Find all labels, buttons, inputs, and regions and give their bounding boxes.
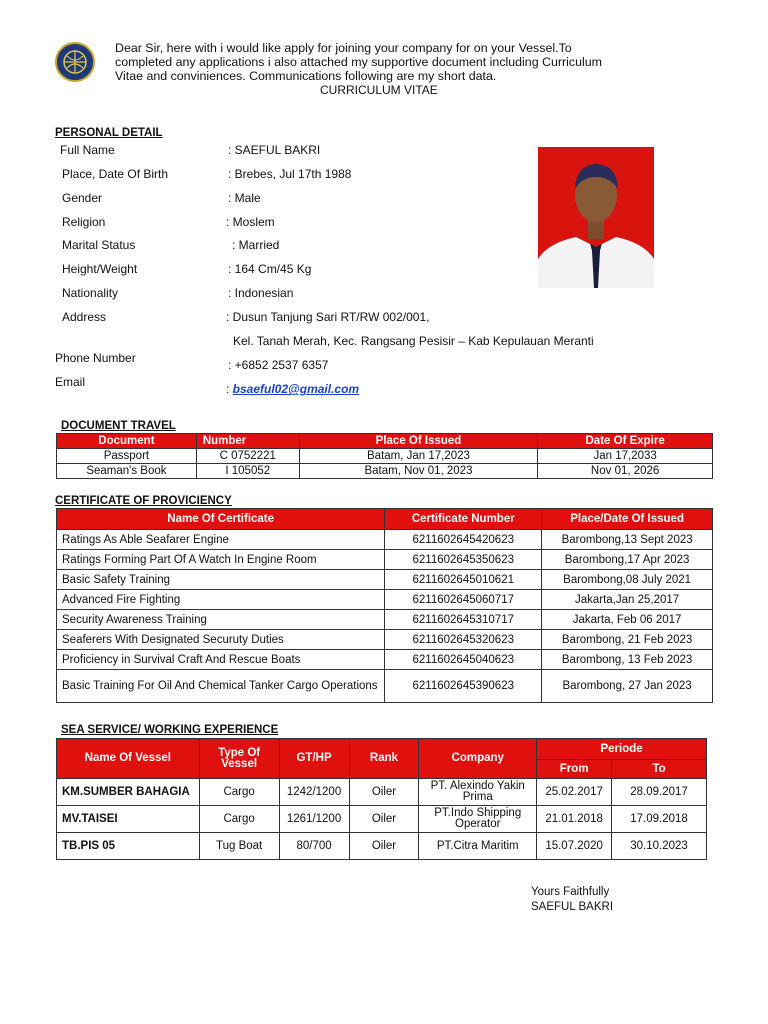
table-cell: 6211602645060717 — [385, 590, 542, 610]
column-header: Name Of Vessel — [57, 739, 200, 779]
field-label-full-name: Full Name — [60, 143, 115, 157]
column-header: Place Of Issued — [299, 434, 538, 449]
table-cell: Passport — [57, 449, 197, 464]
column-header: Company — [419, 739, 537, 779]
field-value-height-weight: : 164 Cm/45 Kg — [228, 262, 312, 276]
table-cell: 1261/1200 — [279, 806, 349, 833]
table-row — [57, 464, 713, 479]
table-cell: Nov 01, 2026 — [538, 464, 713, 479]
column-header: From — [537, 760, 612, 779]
table-cell: Jakarta,Jan 25,2017 — [542, 590, 713, 610]
field-value-religion: : Moslem — [226, 215, 275, 229]
table-cell: 21.01.2018 — [537, 806, 612, 833]
document-title: CURRICULUM VITAE — [320, 83, 438, 97]
table-header-row — [57, 434, 713, 449]
sea-service-heading: SEA SERVICE/ WORKING EXPERIENCE — [61, 724, 279, 736]
field-value-address-line2: Kel. Tanah Merah, Kec. Rangsang Pesisir – Kab Kepulauan Meranti — [233, 334, 594, 348]
signer-name: SAEFUL BAKRI — [531, 901, 614, 913]
field-value-email — [226, 382, 359, 396]
field-label-nationality: Nationality — [62, 286, 119, 300]
intro-line: completed any applications i also attached my supportive document including Curriculum — [115, 55, 602, 69]
field-value-nationality: : Indonesian — [228, 286, 294, 300]
table-cell: 6211602645010621 — [385, 570, 542, 590]
personal-detail-heading: PERSONAL DETAIL — [55, 127, 163, 139]
field-value-gender: : Male — [228, 191, 261, 205]
table-cell: Ratings As Able Seafarer Engine — [57, 530, 385, 550]
table-cell: KM.SUMBER BAHAGIA — [57, 779, 200, 806]
email-prefix: : — [226, 382, 233, 396]
table-cell: 6211602645040623 — [385, 650, 542, 670]
table-cell: 28.09.2017 — [612, 779, 707, 806]
table-cell: Jakarta, Feb 06 2017 — [542, 610, 713, 630]
table-cell: Batam, Jan 17,2023 — [299, 449, 538, 464]
table-cell: TB.PIS 05 — [57, 833, 200, 860]
field-label-gender: Gender — [62, 191, 103, 205]
closing-line: Yours Faithfully — [531, 886, 610, 898]
table-cell: 17.09.2018 — [612, 806, 707, 833]
column-header: Type Of Vessel — [199, 739, 279, 779]
column-header: Place/Date Of Issued — [542, 509, 713, 530]
field-value-birth: : Brebes, Jul 17th 1988 — [228, 167, 352, 181]
table-cell: 15.07.2020 — [537, 833, 612, 860]
field-value-phone: : +6852 2537 6357 — [228, 358, 329, 372]
table-cell: Barombong,08 July 2021 — [542, 570, 713, 590]
field-value-full-name: : SAEFUL BAKRI — [228, 143, 321, 157]
table-cell: Basic Training For Oil And Chemical Tanker Cargo Operations — [57, 670, 385, 703]
cover-letter-intro — [115, 41, 635, 83]
profile-photo — [538, 147, 654, 288]
intro-line: Vitae and conviniences. Communications following are my short data. — [115, 69, 497, 83]
table-cell: 1242/1200 — [279, 779, 349, 806]
table-row — [57, 806, 707, 833]
column-header: Name Of Certificate — [57, 509, 385, 530]
table-cell: Advanced Fire Fighting — [57, 590, 385, 610]
table-cell: 6211602645320623 — [385, 630, 542, 650]
table-header-row — [57, 509, 713, 530]
column-header: Number — [196, 434, 299, 449]
table-cell: I 105052 — [196, 464, 299, 479]
table-cell: Barombong, 27 Jan 2023 — [542, 670, 713, 703]
table-cell: Batam, Nov 01, 2023 — [299, 464, 538, 479]
table-cell: Barombong,13 Sept 2023 — [542, 530, 713, 550]
table-cell: Security Awareness Training — [57, 610, 385, 630]
table-cell: Cargo — [199, 806, 279, 833]
table-cell: Seaman's Book — [57, 464, 197, 479]
table-cell: 6211602645390623 — [385, 670, 542, 703]
table-row — [57, 449, 713, 464]
table-cell: Proficiency in Survival Craft And Rescue Boats — [57, 650, 385, 670]
table-cell: 80/700 — [279, 833, 349, 860]
table-cell: Cargo — [199, 779, 279, 806]
table-cell: Barombong, 21 Feb 2023 — [542, 630, 713, 650]
field-value-address: : Dusun Tanjung Sari RT/RW 002/001, — [226, 310, 430, 324]
column-header: Document — [57, 434, 197, 449]
table-cell: Barombong,17 Apr 2023 — [542, 550, 713, 570]
table-row — [57, 610, 713, 630]
column-header: Rank — [349, 739, 419, 779]
table-row — [57, 590, 713, 610]
table-cell: Oiler — [349, 779, 419, 806]
column-header: To — [612, 760, 707, 779]
table-cell: PT. Alexindo Yakin Prima — [419, 779, 537, 806]
field-label-marital-status: Marital Status — [62, 238, 136, 252]
email-link[interactable]: bsaeful02@gmail.com — [232, 382, 360, 396]
table-cell: 30.10.2023 — [612, 833, 707, 860]
table-cell: 25.02.2017 — [537, 779, 612, 806]
document-travel-table — [56, 433, 713, 479]
table-row — [57, 650, 713, 670]
table-cell: C 0752221 — [196, 449, 299, 464]
closing-signature — [531, 885, 613, 915]
table-row — [57, 670, 713, 703]
table-row — [57, 570, 713, 590]
field-label-phone: Phone Number — [55, 351, 136, 365]
intro-line: Dear Sir, here with i would like apply for joining your company for on your Vessel.To — [115, 41, 572, 55]
table-cell: Jan 17,2033 — [538, 449, 713, 464]
certificate-heading: CERTIFICATE OF PROVICIENCY — [55, 495, 232, 507]
table-cell: Oiler — [349, 806, 419, 833]
field-value-marital-status: : Married — [232, 238, 280, 252]
table-cell: Ratings Forming Part Of A Watch In Engine Room — [57, 550, 385, 570]
table-cell: MV.TAISEI — [57, 806, 200, 833]
table-row — [57, 630, 713, 650]
table-cell: 6211602645420623 — [385, 530, 542, 550]
column-header: Date Of Expire — [538, 434, 713, 449]
table-cell: Oiler — [349, 833, 419, 860]
table-row — [57, 530, 713, 550]
column-header: Certificate Number — [385, 509, 542, 530]
table-cell: 6211602645310717 — [385, 610, 542, 630]
table-cell: 6211602645350623 — [385, 550, 542, 570]
certificate-table — [56, 508, 713, 703]
column-header: Periode — [537, 739, 707, 760]
table-row — [57, 779, 707, 806]
table-header-row — [57, 739, 707, 760]
field-label-address: Address — [62, 310, 107, 324]
field-label-email: Email — [55, 375, 86, 389]
field-label-birth: Place, Date Of Birth — [62, 167, 169, 181]
field-label-height-weight: Height/Weight — [62, 262, 138, 276]
table-cell: Basic Safety Training — [57, 570, 385, 590]
table-cell: Tug Boat — [199, 833, 279, 860]
sea-service-table — [56, 738, 707, 860]
column-header: GT/HP — [279, 739, 349, 779]
table-cell: Barombong, 13 Feb 2023 — [542, 650, 713, 670]
table-row — [57, 833, 707, 860]
table-row — [57, 550, 713, 570]
table-cell: Seaferers With Designated Securuty Duties — [57, 630, 385, 650]
table-cell: PT.Indo Shipping Operator — [419, 806, 537, 833]
organization-logo — [55, 42, 95, 82]
table-cell: PT.Citra Maritim — [419, 833, 537, 860]
document-travel-heading: DOCUMENT TRAVEL — [61, 420, 176, 432]
field-label-religion: Religion — [62, 215, 106, 229]
